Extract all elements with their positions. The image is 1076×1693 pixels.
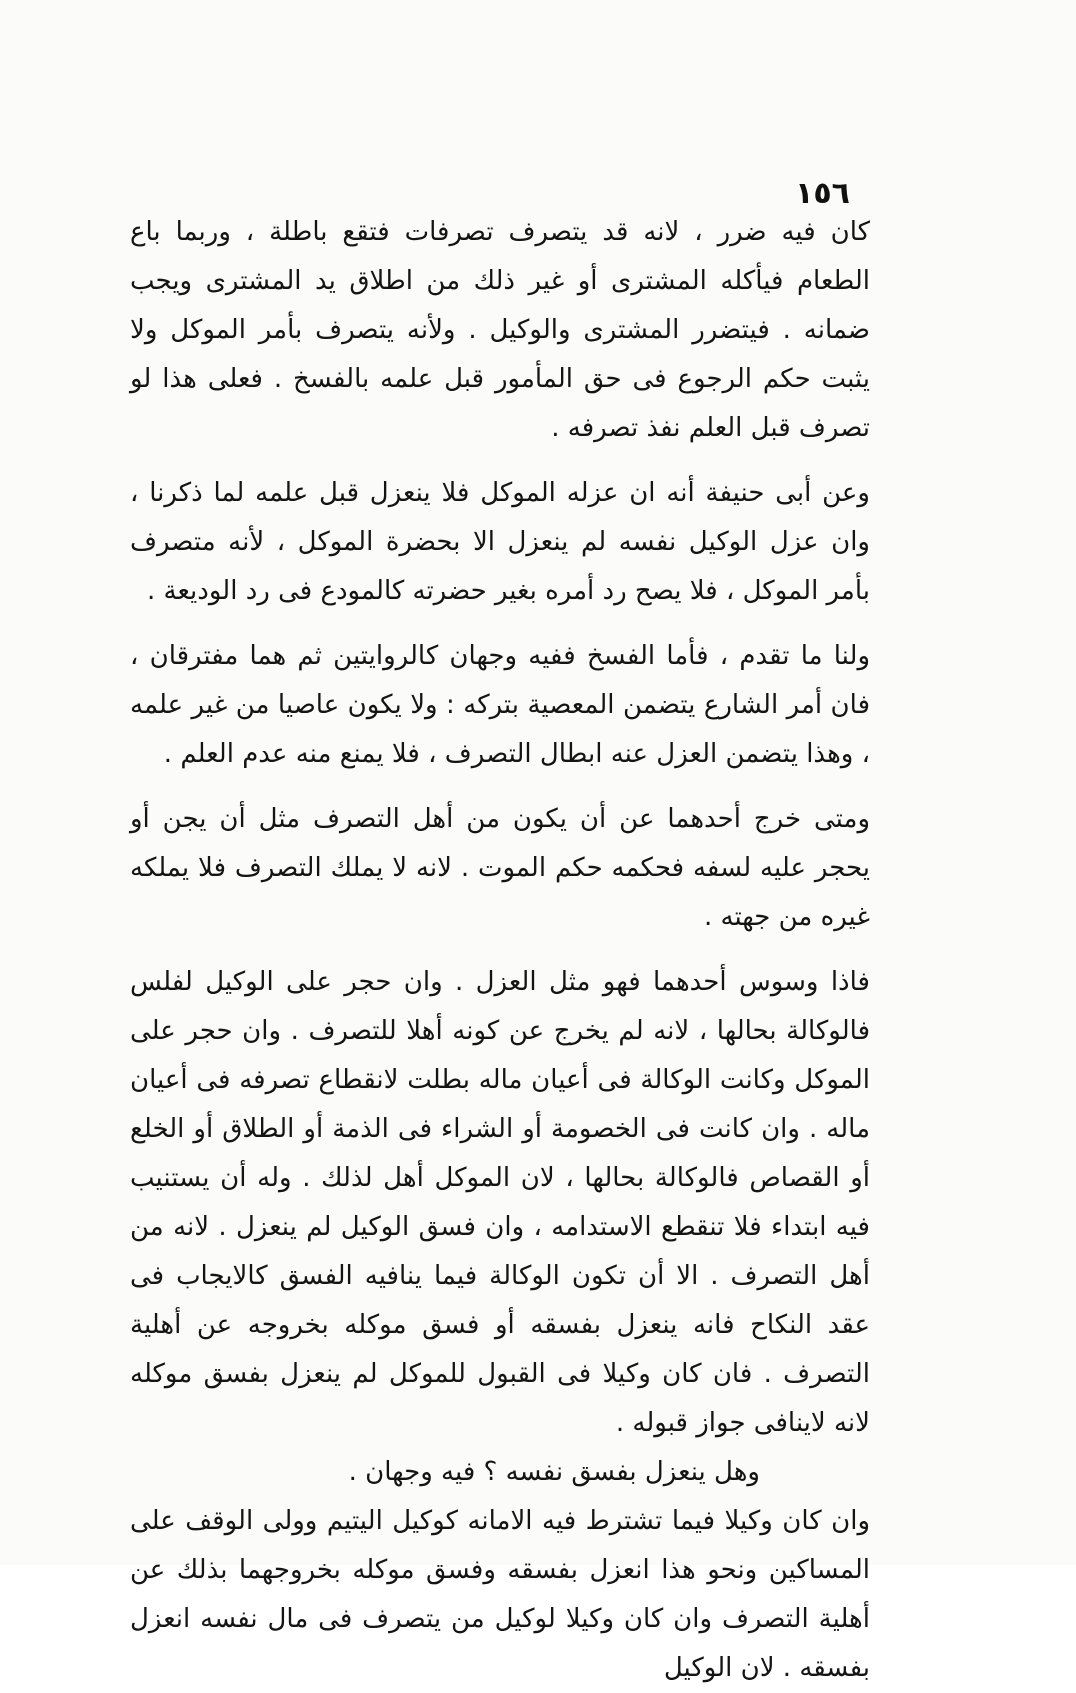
page-number: ١٥٦ [795,176,850,211]
body-text [130,208,870,1693]
paragraph-4: ومتى خرج أحدهما عن أن يكون من أهل التصرف مثل أن يجن أو يحجر عليه لسفه فحكمه حكم الموت . لانه لا يملك التصرف فلا يملكه غيره من جهته . [130,804,870,932]
paragraph-2: وعن أبى حنيفة أنه ان عزله الموكل فلا ينعزل قبل علمه لما ذكرنا ، وان عزل الوكيل نفسه لم ينعزل الا بحضرة الموكل ، لأنه متصرف بأمر الموكل ، فلا يصح رد أمره بغير حضرته كالمودع فى رد الوديعة . [130,478,870,606]
paragraph-1: كان فيه ضرر ، لانه قد يتصرف تصرفات فتقع باطلة ، وربما باع الطعام فيأكله المشترى أو غير ذلك من اطلاق يد المشترى ويجب ضمانه . فيتضرر المشترى والوكيل . ولأنه يتصرف بأمر الموكل ولا يثبت حكم الرجوع فى حق المأمور قبل علمه بالفسخ . فعلى هذا لو تصرف قبل العلم نفذ تصرفه . [130,217,870,443]
paragraph-7: وان كان وكيلا فيما تشترط فيه الامانه كوكيل اليتيم وولى الوقف على المساكين ونحو هذا انعزل بفسقه وفسق موكله بخروجهما بذلك عن أهلية التصرف وان كان وكيلا لوكيل من يتصرف فى مال نفسه انعزل بفسقه . لان الوكيل [130,1506,870,1683]
paragraph-3: ولنا ما تقدم ، فأما الفسخ ففيه وجهان كالروايتين ثم هما مفترقان ، فان أمر الشارع يتضمن المعصية بتركه : ولا يكون عاصيا من غير علمه ، وهذا يتضمن العزل عنه ابطال التصرف ، فلا يمنع منه عدم العلم . [130,641,870,769]
paragraph-6: وهل ينعزل بفسق نفسه ؟ فيه وجهان . [348,1457,760,1487]
paragraph-5: فاذا وسوس أحدهما فهو مثل العزل . وان حجر على الوكيل لفلس فالوكالة بحالها ، لانه لم يخرج عن كونه أهلا للتصرف . وان حجر على الموكل وكانت الوكالة فى أعيان ماله بطلت لانقطاع تصرفه فى أعيان ماله . وان كانت فى الخصومة أو الشراء فى الذمة أو الطلاق أو الخلع أو القصاص فالوكالة بحالها ، لان الموكل أهل لذلك . وله أن يستنيب فيه ابتداء فلا تنقطع الاستدامه ، وان فسق الوكيل لم ينعزل . لانه من أهل التصرف . الا أن تكون الوكالة فيما ينافيه الفسق كالايجاب فى عقد النكاح فانه ينعزل بفسقه أو فسق موكله بخروجه عن أهلية التصرف . فان كان وكيلا فى القبول للموكل لم ينعزل بفسق موكله لانه لاينافى جواز قبوله . [130,967,870,1438]
